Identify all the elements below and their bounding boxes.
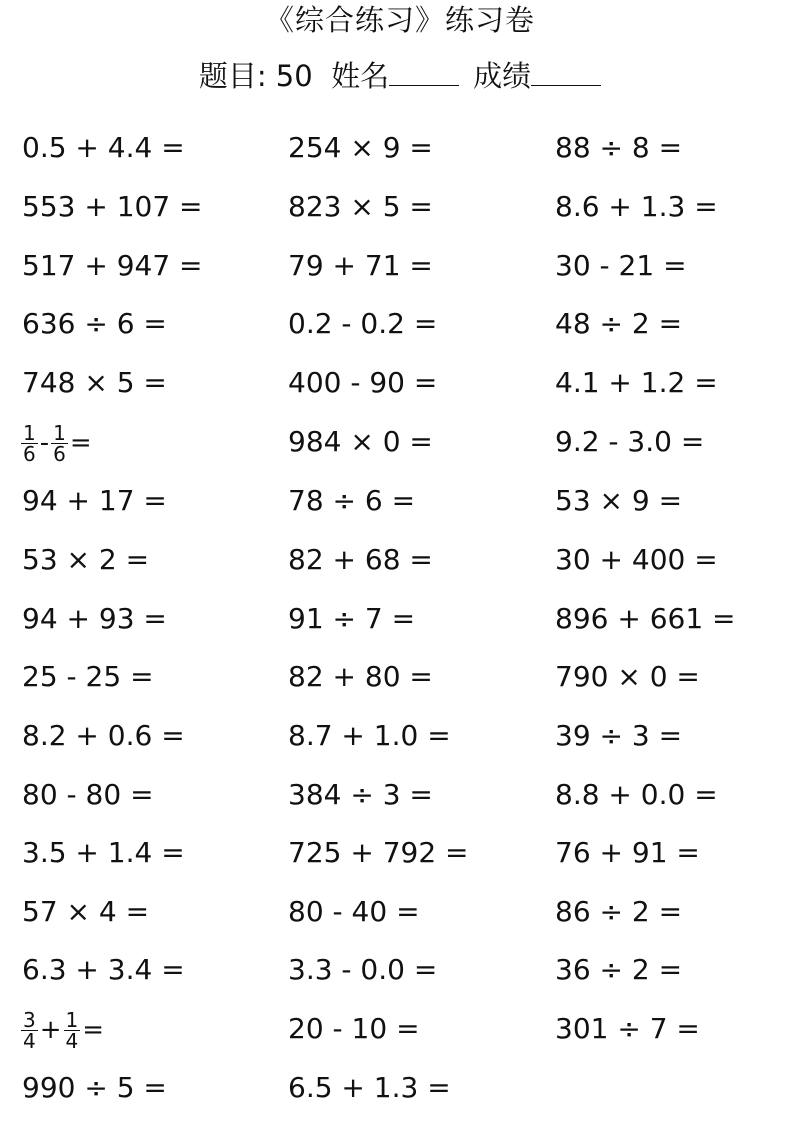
problem: 748 × 5 =: [22, 366, 167, 399]
problem: 823 × 5 =: [288, 190, 433, 223]
fraction: $\frac{1}{6}$: [23, 420, 36, 466]
problem: 636 ÷ 6 =: [22, 307, 167, 340]
problem: 20 - 10 =: [288, 1012, 420, 1045]
problem: 94 + 17 =: [22, 484, 167, 517]
problem: 984 × 0 =: [288, 425, 433, 458]
fraction: $\frac{3}{4}$: [23, 1007, 36, 1053]
problem: 553 + 107 =: [22, 190, 203, 223]
fraction-problem: $\frac{1}{6}$ - $\frac{1}{6}$ =: [23, 420, 92, 466]
problem: 30 + 400 =: [555, 543, 718, 576]
problem: 790 × 0 =: [555, 660, 700, 693]
problem: 8.8 + 0.0 =: [555, 778, 718, 811]
problem: 25 - 25 =: [22, 660, 154, 693]
problem: 88 ÷ 8 =: [555, 131, 683, 164]
problem: 53 × 2 =: [22, 543, 150, 576]
score-label: 成绩: [473, 59, 532, 93]
problem: 254 × 9 =: [288, 131, 433, 164]
problem: 725 + 792 =: [288, 836, 469, 869]
problem: 76 + 91 =: [555, 836, 700, 869]
problem: 80 - 80 =: [22, 778, 154, 811]
topic-count-label: 题目: 50: [198, 59, 313, 93]
problem: 301 ÷ 7 =: [555, 1012, 700, 1045]
problem: 80 - 40 =: [288, 895, 420, 928]
fraction: $\frac{1}{6}$: [53, 420, 66, 466]
problem: 91 ÷ 7 =: [288, 602, 416, 635]
problem: 48 ÷ 2 =: [555, 307, 683, 340]
problem: 9.2 - 3.0 =: [555, 425, 705, 458]
problem: 384 ÷ 3 =: [288, 778, 433, 811]
problem: 990 ÷ 5 =: [22, 1071, 167, 1104]
problem: 78 ÷ 6 =: [288, 484, 416, 517]
problem: 82 + 68 =: [288, 543, 433, 576]
problem: 8.2 + 0.6 =: [22, 719, 185, 752]
problem: 400 - 90 =: [288, 366, 438, 399]
problem: 6.5 + 1.3 =: [288, 1071, 451, 1104]
problem: 517 + 947 =: [22, 249, 203, 282]
problem: 30 - 21 =: [555, 249, 687, 282]
problem: 8.6 + 1.3 =: [555, 190, 718, 223]
fraction: $\frac{1}{4}$: [65, 1007, 79, 1053]
problem: 36 ÷ 2 =: [555, 953, 683, 986]
problem: 86 ÷ 2 =: [555, 895, 683, 928]
worksheet-title: 《综合练习》练习卷: [264, 3, 535, 37]
problem: 896 + 661 =: [555, 602, 736, 635]
problem: 39 ÷ 3 =: [555, 719, 683, 752]
fraction-problem: $\frac{3}{4}$ + $\frac{1}{4}$ =: [23, 1007, 105, 1053]
problem: 53 × 9 =: [555, 484, 683, 517]
name-label: 姓名: [331, 59, 390, 93]
problem: 82 + 80 =: [288, 660, 433, 693]
problem: 0.5 + 4.4 =: [22, 131, 185, 164]
problem: 8.7 + 1.0 =: [288, 719, 451, 752]
problem: 6.3 + 3.4 =: [22, 953, 185, 986]
problem: 0.2 - 0.2 =: [288, 307, 438, 340]
problem: 57 × 4 =: [22, 895, 150, 928]
problem: 4.1 + 1.2 =: [555, 366, 718, 399]
problem: 79 + 71 =: [288, 249, 433, 282]
problem: 3.5 + 1.4 =: [22, 836, 185, 869]
problem: 94 + 93 =: [22, 602, 167, 635]
problem: 3.3 - 0.0 =: [288, 953, 438, 986]
